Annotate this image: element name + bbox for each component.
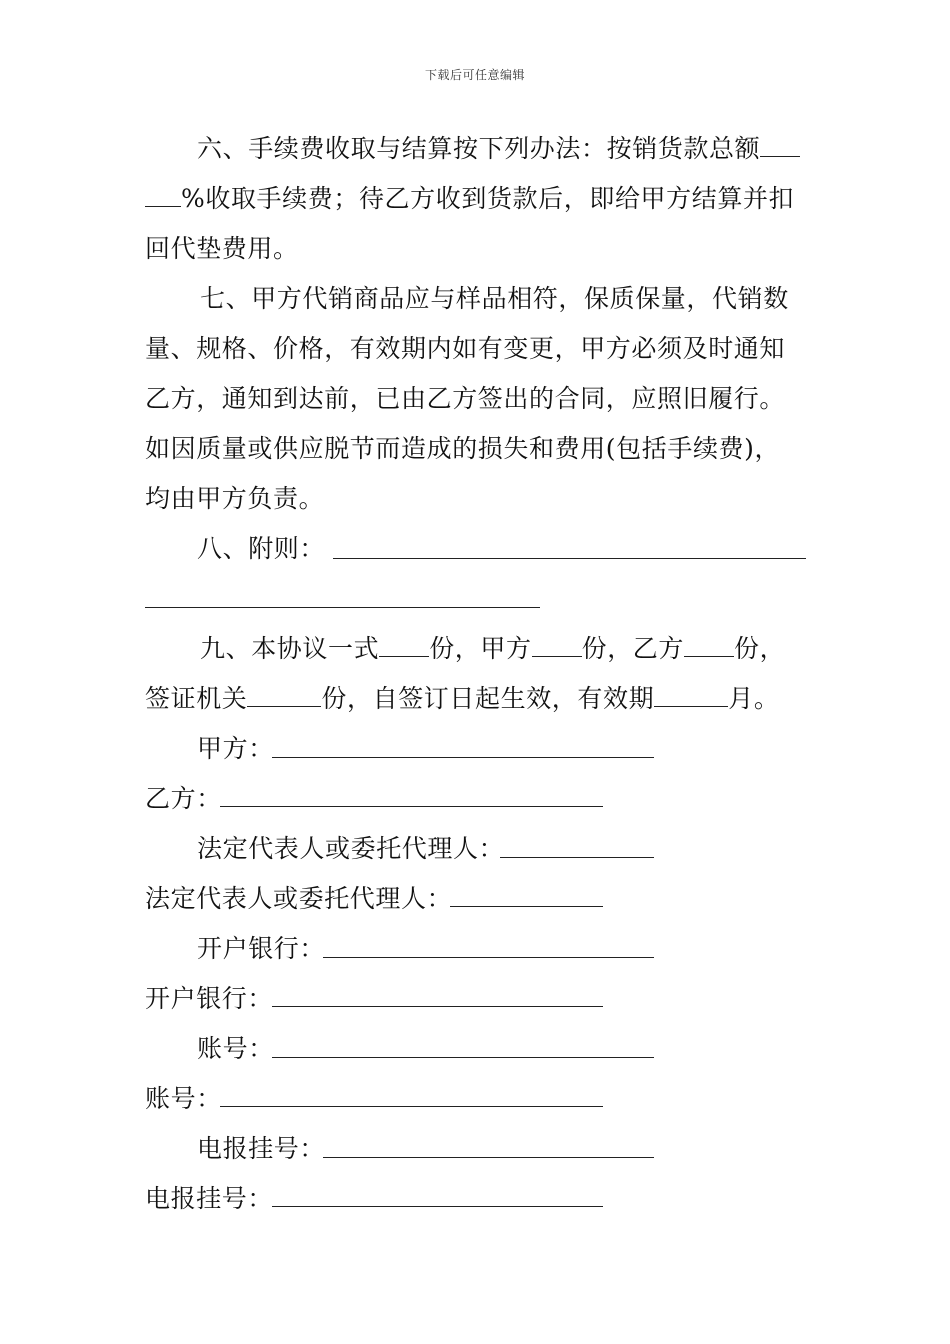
validity-months-blank [654,684,728,707]
rep-a-label: 法定代表人或委托代理人： [197,834,505,863]
rep-b-label: 法定代表人或委托代理人： [145,884,453,913]
clause-8-line [197,534,325,564]
clause-7-line-4: 如因质量或供应脱节而造成的损失和费用(包括手续费)， [145,434,781,463]
bank-a-blank [323,957,654,958]
rep-b-blank [450,906,603,907]
clause-9-party-a-copies: 份，甲方 [429,634,532,663]
clause-9-month-label: 月。 [728,684,780,713]
telegraph-b-line [145,1184,273,1214]
rep-a-blank [500,857,654,858]
clause-7-line-3: 乙方，通知到达前，已由乙方签出的合同，应照旧履行。 [145,384,786,413]
rep-a-line [197,834,504,864]
party-a-label: 甲方： [197,734,274,763]
bank-b-label: 开户银行： [145,984,274,1013]
party-a-copies-blank [532,634,582,657]
party-b-copies-blank [684,634,734,657]
account-a-line [197,1034,274,1064]
page-header: 下载后可任意编辑 [424,68,525,82]
clause-9-line-1 [200,634,785,664]
bank-a-line [197,934,325,964]
clause-9-party-b-copies: 份，乙方 [581,634,685,663]
account-b-blank [220,1106,603,1107]
clause-9-effective-label: 份，自签订日起生效，有效期 [321,684,655,713]
rep-b-line [145,884,452,914]
account-b-line [145,1084,222,1114]
clause-7-line-1: 七、甲方代销商品应与样品相符，保质保量，代销数 [200,284,789,313]
fee-percent-blank-2 [145,184,181,207]
telegraph-b-blank [272,1206,603,1207]
total-copies-blank [379,634,429,657]
clause-6-text-1: 六、手续费收取与结算按下列办法：按销货款总额 [197,134,761,163]
clause-6-line-2 [145,184,794,214]
clause-7-line-5: 均由甲方负责。 [145,484,325,513]
party-a-blank [272,757,654,758]
clause-7-line-2: 量、规格、价格，有效期内如有变更，甲方必须及时通知 [145,334,786,363]
telegraph-a-blank [323,1157,654,1158]
clause-9-copies-label: 九、本协议一式 [200,634,380,663]
account-a-blank [272,1057,654,1058]
clause-8-label: 八、附则： [197,534,326,563]
bank-a-label: 开户银行： [197,934,326,963]
clause-6-line-1 [197,134,800,164]
bank-b-blank [272,1006,603,1007]
account-b-label: 账号： [145,1084,222,1113]
clause-9-line-2 [145,684,779,714]
telegraph-a-label: 电报挂号： [197,1134,326,1163]
party-a-line [197,734,274,764]
party-b-blank [220,806,603,807]
party-b-label: 乙方： [145,784,222,813]
appendix-blank-line-2 [145,607,540,608]
party-b-line [145,784,222,814]
visa-copies-blank [247,684,321,707]
bank-b-line [145,984,273,1014]
clause-9-copies-end: 份， [734,634,786,663]
fee-percent-blank-1 [760,134,800,157]
appendix-blank-line-1 [333,558,806,559]
account-a-label: 账号： [197,1034,274,1063]
telegraph-b-label: 电报挂号： [145,1184,274,1213]
clause-6-text-2: %收取手续费；待乙方收到货款后，即给甲方结算并扣 [181,184,795,213]
clause-9-visa-label: 签证机关 [145,684,248,713]
clause-6-line-3: 回代垫费用。 [145,234,299,263]
telegraph-a-line [197,1134,325,1164]
